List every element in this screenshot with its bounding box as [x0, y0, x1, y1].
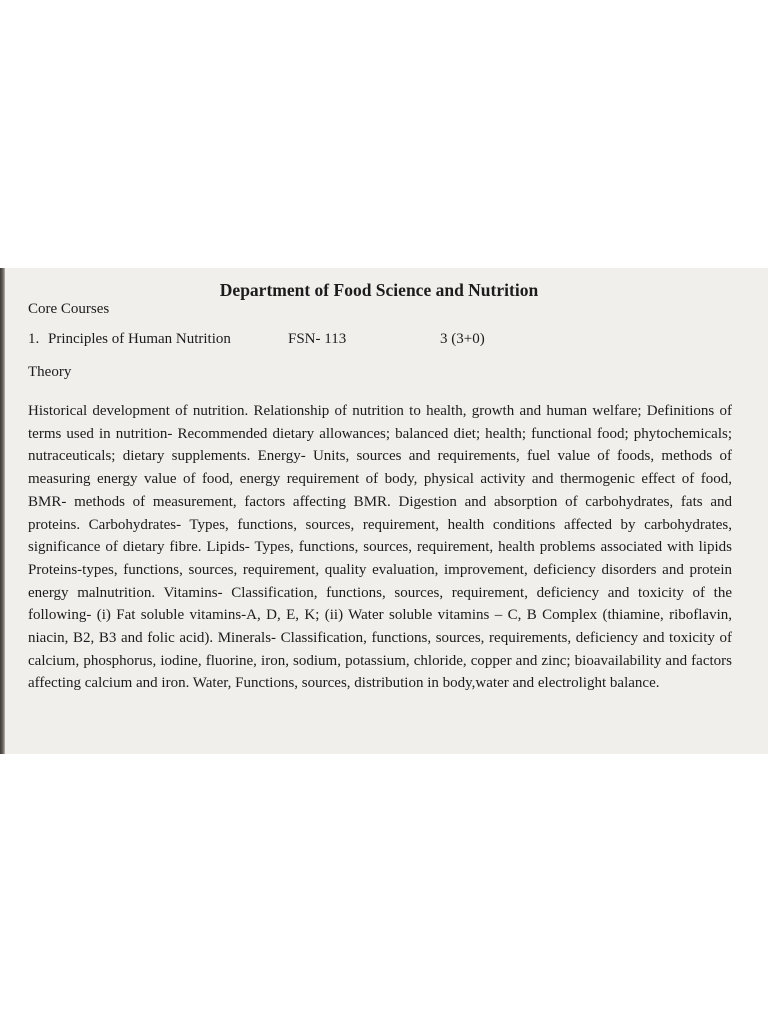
theory-label: Theory: [28, 364, 72, 380]
course-name: Principles of Human Nutrition: [48, 331, 231, 347]
section-label: Core Courses: [28, 301, 110, 317]
scanned-page: [0, 268, 768, 754]
course-credits: 3 (3+0): [440, 331, 485, 347]
department-heading: Department of Food Science and Nutrition: [219, 280, 539, 300]
course-number: 1.: [28, 331, 40, 347]
theory-paragraph: Historical development of nutrition. Relationship of nutrition to health, growth and human welfare; Definitions of terms used in nutrition- Recommended dietary allowances; balanced diet; health; functional food; phytochemicals; nutraceuticals; dietary supplements. Energy- Units, sources and requirements, fuel value of foods, methods of measuring energy value of food, energy requirement of body, physical activity and thermogenic effect of food, BMR- methods of measurement, factors affecting BMR. Digestion and absorption of carbohydrates, fats and proteins. Carbohydrates- Types, functions, sources, requirement, health conditions affected by carbohydrates, significance of dietary fibre. Lipids- Types, functions, sources, requirement, health problems associated with lipids Proteins-types, functions, sources, requirement, quality evaluation, improvement, deficiency disorders and protein energy malnutrition. Vitamins- Classification, functions, sources, requirement, deficiency and toxicity of the following- (i) Fat soluble vitamins-A, D, E, K; (ii) Water soluble vitamins – C, B Complex (thiamine, riboflavin, niacin, B2, B3 and folic acid). Minerals- Classification, functions, sources, requirements, deficiency and toxicity of calcium, phosphorus, iodine, fluorine, iron, sodium, potassium, chloride, copper and zinc; bioavailability and factors affecting calcium and iron. Water, Functions, sources, distribution in body,water and electrolight balance.: [28, 403, 732, 692]
course-code: FSN- 113: [288, 331, 347, 347]
page-binding-edge: [0, 268, 5, 754]
